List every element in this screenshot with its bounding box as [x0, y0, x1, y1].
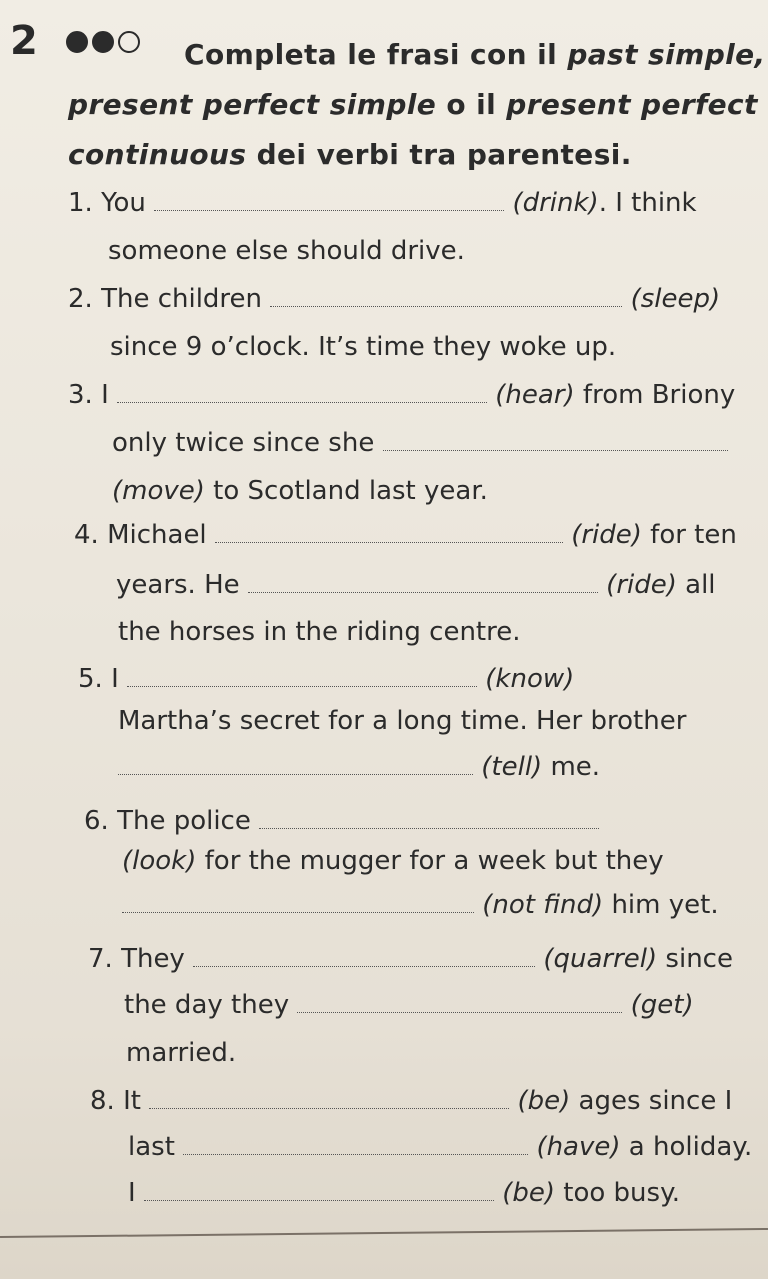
answer-blank[interactable] — [127, 664, 477, 687]
answer-blank[interactable] — [118, 752, 473, 775]
item-4-line-3: the horses in the riding centre. — [118, 617, 521, 647]
item-7-line-2 — [124, 990, 694, 1020]
item-8-line-3 — [128, 1178, 680, 1208]
item-text: the day they — [124, 990, 290, 1020]
item-text: The police — [117, 806, 251, 836]
difficulty-dot-filled — [92, 31, 114, 53]
verb-hint: (have) — [536, 1132, 621, 1162]
item-1-line-1 — [68, 188, 697, 218]
answer-blank[interactable] — [144, 1178, 494, 1201]
item-text: to Scotland last year. — [204, 476, 488, 506]
instruction-line-2 — [68, 88, 758, 121]
item-text: I — [101, 380, 109, 410]
item-4-line-2 — [116, 570, 716, 600]
item-text: me. — [542, 752, 601, 782]
item-text: They — [121, 944, 185, 974]
instruction-line-1 — [184, 38, 766, 71]
item-number: 4. — [74, 520, 99, 550]
difficulty-dot-filled — [66, 31, 88, 53]
answer-blank[interactable] — [122, 890, 474, 913]
item-text: all — [676, 570, 716, 600]
verb-hint: (look) — [122, 846, 197, 876]
verb-hint: (know) — [485, 664, 575, 694]
item-number: 2. — [68, 284, 93, 314]
instruction-tense: present perfect simple — [68, 88, 437, 121]
item-5-line-1 — [78, 664, 574, 694]
item-8-line-1 — [90, 1086, 732, 1116]
item-number: 8. — [90, 1086, 115, 1116]
item-number: 1. — [68, 188, 93, 218]
verb-hint: (quarrel) — [543, 944, 658, 974]
answer-blank[interactable] — [215, 520, 563, 543]
item-7-line-1 — [88, 944, 733, 974]
item-text: I — [111, 664, 119, 694]
item-2-line-2: since 9 o’clock. It’s time they woke up. — [110, 332, 617, 362]
item-1-line-2: someone else should drive. — [108, 236, 465, 266]
verb-hint: (hear) — [495, 380, 575, 410]
verb-hint: (ride) — [606, 570, 677, 600]
item-text: last — [128, 1132, 175, 1162]
item-text: from Briony — [574, 380, 736, 410]
item-text: It — [123, 1086, 141, 1116]
item-5-line-2: Martha’s secret for a long time. Her brother — [118, 706, 687, 736]
verb-hint: (sleep) — [630, 284, 721, 314]
item-text: him yet. — [603, 890, 719, 920]
item-text: Michael — [107, 520, 207, 550]
answer-blank[interactable] — [297, 990, 622, 1013]
answer-blank[interactable] — [270, 284, 622, 307]
verb-hint: (be) — [517, 1086, 571, 1116]
verb-hint: (be) — [502, 1178, 555, 1208]
item-text: I — [128, 1178, 136, 1208]
item-text: for ten — [641, 520, 737, 550]
item-5-line-3 — [118, 752, 600, 782]
item-number: 5. — [78, 664, 103, 694]
verb-hint: (not find) — [482, 890, 604, 920]
item-2-line-1 — [68, 284, 720, 314]
difficulty-dot-empty — [118, 31, 140, 53]
instruction-text: o il — [436, 88, 507, 121]
answer-blank[interactable] — [383, 428, 728, 451]
item-8-line-2 — [128, 1132, 752, 1162]
page-edge-rule — [0, 1228, 768, 1238]
item-text: years. He — [116, 570, 240, 600]
item-number: 6. — [84, 806, 109, 836]
difficulty-indicator — [66, 31, 140, 53]
verb-hint: (drink) — [512, 188, 599, 218]
item-text: a holiday. — [620, 1132, 753, 1162]
answer-blank[interactable] — [183, 1132, 528, 1155]
answer-blank[interactable] — [154, 188, 504, 211]
item-number: 3. — [68, 380, 93, 410]
item-text: too busy. — [555, 1178, 681, 1208]
item-3-line-2 — [112, 428, 728, 458]
verb-hint: (tell) — [481, 752, 543, 782]
verb-hint: (get) — [630, 990, 694, 1020]
item-text: ages since I — [570, 1086, 733, 1116]
item-3-line-3 — [112, 476, 488, 506]
item-text: for the mugger for a week but they — [196, 846, 664, 876]
item-text: . I think — [598, 188, 697, 218]
item-text: since — [657, 944, 733, 974]
verb-hint: (ride) — [571, 520, 642, 550]
item-6-line-1 — [84, 806, 599, 836]
instruction-tense: continuous — [68, 138, 247, 171]
instruction-tense: past simple, — [567, 38, 766, 71]
instruction-text: Completa le frasi con il — [184, 38, 568, 71]
answer-blank[interactable] — [117, 380, 487, 403]
item-7-line-3: married. — [126, 1038, 237, 1068]
exercise-number: 2 — [10, 18, 38, 64]
item-6-line-3 — [122, 890, 719, 920]
answer-blank[interactable] — [248, 570, 598, 593]
answer-blank[interactable] — [193, 944, 535, 967]
instruction-line-3 — [68, 138, 632, 171]
item-text: You — [101, 188, 146, 218]
item-4-line-1 — [74, 520, 737, 550]
item-number: 7. — [88, 944, 113, 974]
answer-blank[interactable] — [259, 806, 599, 829]
item-3-line-1 — [68, 380, 735, 410]
instruction-text: dei verbi tra parentesi. — [246, 138, 632, 171]
item-text: only twice since she — [112, 428, 375, 458]
item-6-line-2 — [122, 846, 664, 876]
verb-hint: (move) — [112, 476, 205, 506]
answer-blank[interactable] — [149, 1086, 509, 1109]
instruction-tense: present perfect — [506, 88, 758, 121]
item-text: The children — [101, 284, 263, 314]
